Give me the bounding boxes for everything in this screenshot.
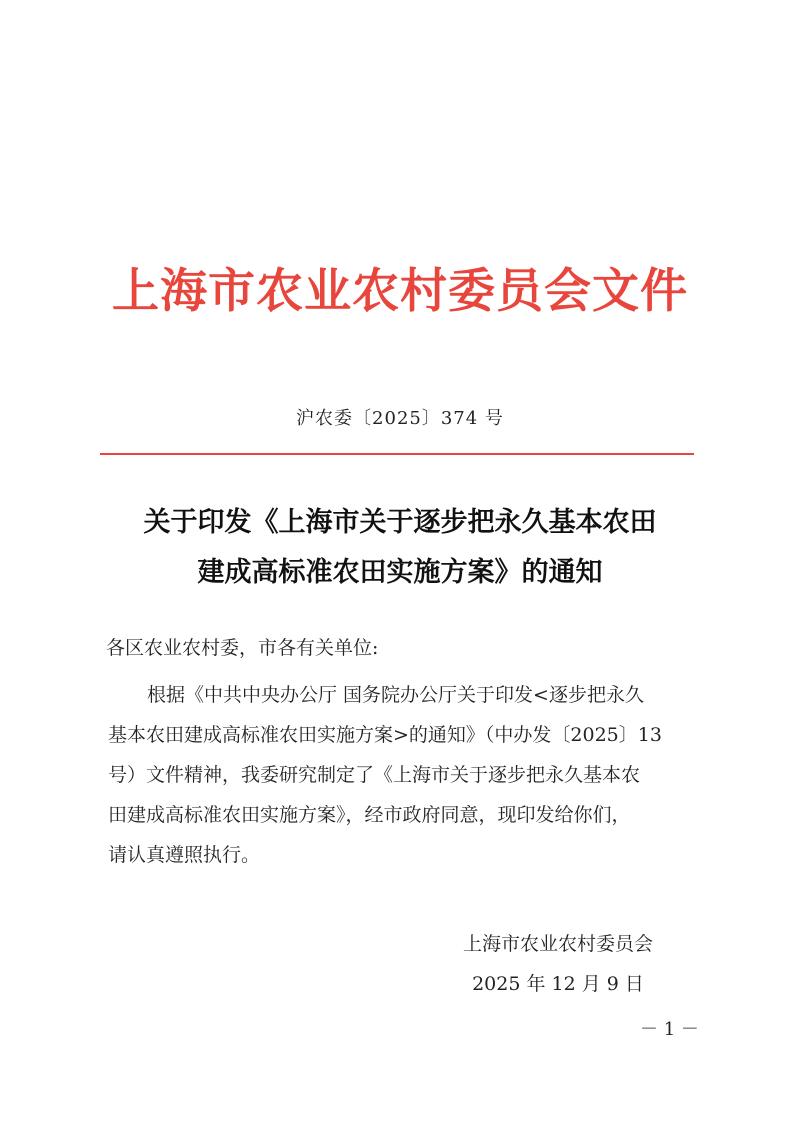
document-number: 沪农委〔2025〕374 号 xyxy=(296,408,504,429)
body-line: 基本农田建成高标准农田实施方案>的通知》（中办发〔2025〕13 xyxy=(108,724,662,746)
red-divider-line xyxy=(100,453,694,455)
issuer-name: 上海市农业农村委员会 xyxy=(463,933,654,955)
issue-date: 2025 年 12 月 9 日 xyxy=(472,973,644,995)
body-line: 根据《中共中央办公厅 国务院办公厅关于印发<逐步把永久 xyxy=(147,684,644,706)
body-line: 请认真遵照执行。 xyxy=(108,844,261,866)
notice-title-line-1: 关于印发《上海市关于逐步把永久基本农田 xyxy=(143,507,657,538)
masthead-title: 上海市农业农村委员会文件 xyxy=(112,264,688,319)
salutation: 各区农业农村委，市各有关单位: xyxy=(106,637,379,659)
notice-title xyxy=(0,498,800,598)
body-line: 号）文件精神，我委研究制定了《上海市关于逐步把永久基本农 xyxy=(108,764,641,786)
body-line: 田建成高标准农田实施方案》，经市政府同意，现印发给你们， xyxy=(108,804,631,826)
body-paragraph xyxy=(108,675,702,875)
page-number: － 1 － xyxy=(640,1019,699,1040)
notice-title-line-2: 建成高标准农田实施方案》的通知 xyxy=(197,557,603,588)
signature-block xyxy=(463,924,653,1004)
